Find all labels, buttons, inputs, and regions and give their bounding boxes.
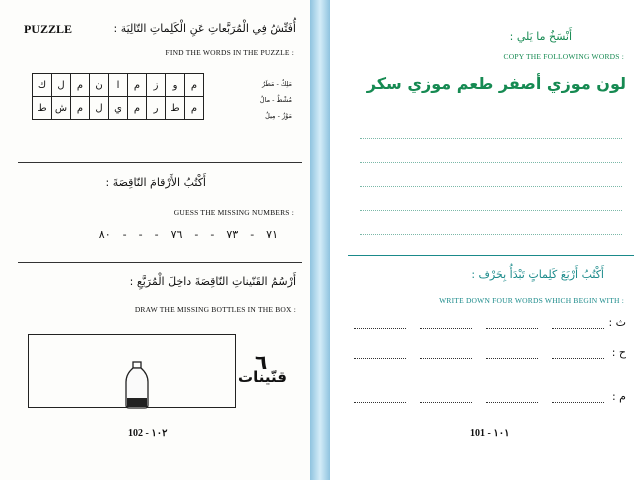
writing-line[interactable]	[360, 186, 622, 187]
puzzle-cell[interactable]: م	[128, 97, 147, 120]
missing-number-blank[interactable]: -	[194, 228, 199, 241]
puzzle-cell[interactable]: ط	[33, 97, 52, 120]
puzzle-word-1: مَلِكٌ - مَطَرٌ	[262, 80, 292, 88]
given-number: ٧١	[266, 228, 278, 241]
page-number-left: 102 - ١٠٢	[128, 428, 168, 439]
left-page	[0, 0, 310, 480]
numbers-title-ar: أَكْتُبُ الأَرْقامَ النّاقِصَةَ :	[105, 176, 206, 189]
word-blank[interactable]	[486, 328, 538, 329]
puzzle-cell[interactable]: م	[128, 74, 147, 97]
copy-words: لون موزي أصفر طعم موزي سكر	[366, 74, 626, 93]
writing-line[interactable]	[360, 162, 622, 163]
given-number: ٧٦	[170, 228, 183, 241]
missing-number-blank[interactable]: -	[210, 228, 215, 241]
puzzle-word-3: مَوْزٌ - مِيلٌ	[265, 112, 292, 120]
puzzle-title-en: PUZZLE	[24, 22, 73, 36]
four-words-title-ar: أَكْتُبُ أَرْبَعَ كَلِماتٍ تَبْدَأُ بِحَرْف :	[471, 268, 604, 281]
puzzle-cell[interactable]: ر	[147, 97, 166, 120]
puzzle-title-ar: أُفَتِّشُ فِي الْمُرَبَّعاتِ عَنِ الْكَلِماتِ التّالِيَة :	[113, 22, 296, 35]
puzzle-instruction: FIND THE WORDS IN THE PUZZLE :	[165, 48, 294, 57]
puzzle-grid	[32, 73, 204, 120]
word-blank[interactable]	[354, 358, 406, 359]
puzzle-cell[interactable]: ك	[33, 74, 52, 97]
bottle-label: قنّينات	[238, 368, 287, 386]
word-blank[interactable]	[486, 358, 538, 359]
word-blank[interactable]	[552, 402, 604, 403]
missing-number-blank[interactable]: -	[122, 228, 127, 241]
puzzle-word-2: مُشْطٌ - مالٌ	[259, 96, 292, 104]
puzzle-cell[interactable]: م	[185, 97, 204, 120]
bottles-title-ar: أَرْسُمُ القَنّيناتِ النّاقِصَةَ داخِلَ الْمُرَبَّعِ :	[129, 275, 296, 288]
writing-line[interactable]	[360, 138, 622, 139]
word-blank[interactable]	[420, 328, 472, 329]
letter-label: ث :	[608, 316, 626, 329]
word-blank[interactable]	[420, 402, 472, 403]
writing-line[interactable]	[360, 234, 622, 235]
puzzle-cell[interactable]: ي	[109, 97, 128, 120]
section-divider	[18, 162, 302, 163]
bottle-drawing-box[interactable]	[28, 334, 236, 408]
given-number: ٧٣	[226, 228, 239, 241]
puzzle-cell[interactable]: م	[71, 97, 90, 120]
book-gutter	[310, 0, 330, 480]
missing-number-blank[interactable]: -	[138, 228, 143, 241]
letter-label: ح :	[611, 346, 626, 359]
right-page	[330, 0, 640, 480]
puzzle-cell[interactable]: ل	[90, 97, 109, 120]
puzzle-row	[33, 97, 204, 120]
section-divider	[18, 262, 302, 263]
word-blank[interactable]	[486, 402, 538, 403]
word-blank[interactable]	[354, 328, 406, 329]
page-number-right: 101 - ١٠١	[470, 428, 510, 439]
puzzle-cell[interactable]: ط	[166, 97, 185, 120]
puzzle-cell[interactable]: ش	[52, 97, 71, 120]
missing-number-blank[interactable]: -	[250, 228, 255, 241]
bottle-count: ٦	[255, 350, 268, 374]
missing-number-blank[interactable]: -	[154, 228, 159, 241]
word-blank[interactable]	[552, 328, 604, 329]
word-blank[interactable]	[354, 402, 406, 403]
copy-instruction: COPY THE FOLLOWING WORDS :	[503, 52, 624, 61]
puzzle-cell[interactable]: ا	[109, 74, 128, 97]
bottles-instruction: DRAW THE MISSING BOTTLES IN THE BOX :	[134, 305, 296, 314]
word-blank[interactable]	[552, 358, 604, 359]
puzzle-cell[interactable]: و	[166, 74, 185, 97]
given-number: ٨٠	[98, 228, 111, 241]
puzzle-cell[interactable]: م	[185, 74, 204, 97]
puzzle-cell[interactable]: ز	[147, 74, 166, 97]
copy-title-ar: أَنْسَخُ ما يَلي :	[509, 30, 572, 43]
puzzle-row	[33, 74, 204, 97]
puzzle-cell[interactable]: م	[71, 74, 90, 97]
writing-line[interactable]	[360, 210, 622, 211]
four-words-instruction: WRITE DOWN FOUR WORDS WHICH BEGIN WITH :	[439, 296, 624, 305]
word-blank[interactable]	[420, 358, 472, 359]
number-sequence	[34, 228, 284, 241]
section-divider	[348, 255, 634, 256]
letter-label: م :	[611, 390, 626, 403]
puzzle-cell[interactable]: ل	[52, 74, 71, 97]
bottle-icon	[122, 360, 152, 410]
puzzle-cell[interactable]: ن	[90, 74, 109, 97]
numbers-instruction: GUESS THE MISSING NUMBERS :	[173, 208, 294, 217]
